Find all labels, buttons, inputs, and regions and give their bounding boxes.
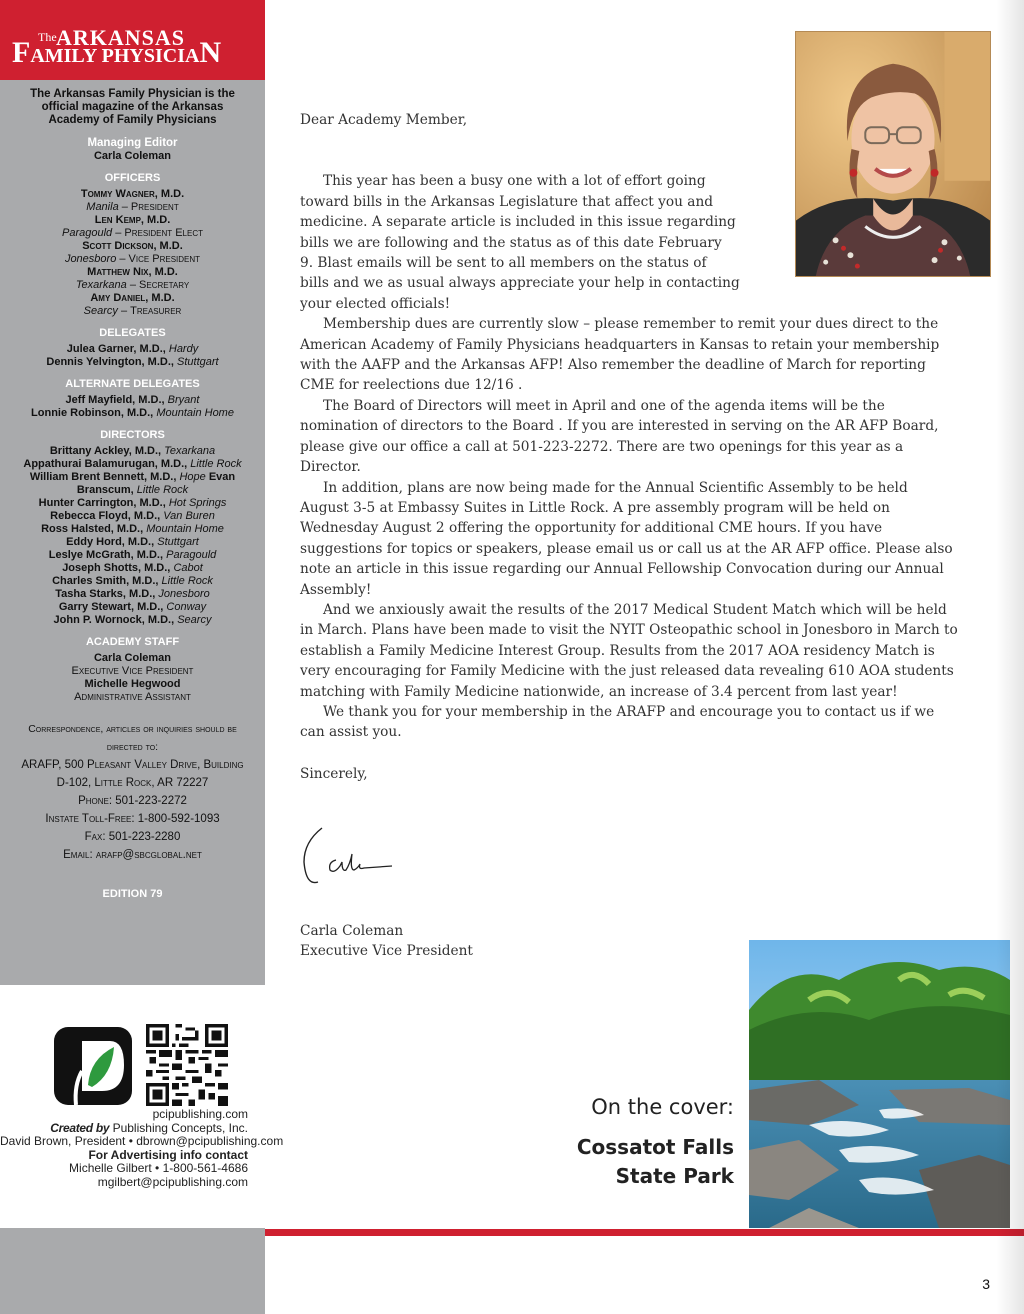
correspondence-line: Correspondence, articles or inquiries should be — [28, 723, 237, 735]
staff-heading: ACADEMY STAFF — [85, 636, 180, 648]
letter-line: 9. Blast emails will be sent to all members on the status of — [300, 255, 707, 272]
officer-name: Scott Dickson, M.D. — [82, 240, 183, 252]
letter-paragraph-intro — [300, 171, 760, 314]
director-line: Appathurai Balamurugan, M.D., Little Rock — [23, 458, 242, 470]
masthead-line1: ARKANSAS — [56, 25, 186, 50]
managing-editor-heading: Managing Editor — [87, 137, 178, 149]
director-line: Brittany Ackley, M.D., Texarkana — [49, 445, 216, 457]
officer-role-line: Jonesboro – Vice President — [64, 253, 201, 265]
alternates-heading: ALTERNATE DELEGATES — [65, 378, 200, 390]
pci-logo-icon — [52, 1025, 134, 1107]
staff-title: Executive Vice President — [71, 665, 194, 677]
signer-name: Carla Coleman — [300, 923, 404, 939]
director-line: John P. Wornock, M.D., Searcy — [53, 614, 212, 626]
publisher-website[interactable]: pcipublishing.com — [152, 1107, 248, 1121]
alternate-line: Jeff Mayfield, M.D., Bryant — [65, 394, 200, 406]
director-line: Joseph Shotts, M.D., Cabot — [62, 562, 203, 574]
signer-title: Executive Vice President — [300, 943, 473, 960]
officer-name: Matthew Nix, M.D. — [87, 266, 178, 278]
staff-name: Carla Coleman — [93, 652, 172, 664]
letter-line: medicine. A separate article is included in this issue regarding — [300, 214, 736, 231]
intro-line: Academy of Family Physicians — [48, 114, 217, 126]
letter-closing: Sincerely, — [300, 765, 368, 782]
directors-list — [0, 445, 265, 627]
address-line: D-102, Little Rock, AR 72227 — [56, 777, 209, 789]
director-line: Leslye McGrath, M.D., Paragould — [48, 549, 217, 561]
letter-body — [300, 110, 960, 784]
letter-paragraph: And we anxiously await the results of the 2017 Medical Student Match which will be held in March. Plans have been made to visit the NYIT Osteopathic school in Jonesboro in March to establish a Family Medicine Interest Group. Results from the 2017 AOA residency Match is very encouraging for Family Medicine with the just released data revealing 610 AOA students matching with Family Medicine nationwide, an increase of 3.4 percent from last year! — [300, 601, 958, 700]
letter-paragraph: In addition, plans are now being made for the Annual Scientific Assembly to be held August 3-5 at Embassy Suites in Little Rock. A pre assembly program will be held on Wednesday August 2 offering the opportunity for additional CME hours. If you have suggestions for topics or speakers, please email us or call us at the AR AFP office. Please also note an article in this issue regarding our Annual Fellowship Convocation during our Annual Assembly! — [300, 479, 953, 598]
staff-list — [0, 652, 265, 704]
letter-line: bills we are following and the status as of this date February — [300, 234, 722, 251]
sidebar-content — [0, 88, 265, 901]
publisher-contact: Michelle Gilbert • 1-800-561-4686 — [69, 1161, 248, 1176]
email-line[interactable]: Email: arafp@sbcglobal.net — [63, 849, 202, 861]
cover-title-line: Cossatot Falls — [576, 1135, 734, 1159]
letter-paragraph: Membership dues are currently slow – please remember to remit your dues direct to the American Academy of Family Physicians headquarters in Kansas to retain your membership with the AAFP and the Arkansas AFP! Also remember the deadline of March for reporting CME for reelections due 12/16 . — [300, 316, 940, 394]
masthead-the: The — [38, 30, 57, 44]
delegate-line: Dennis Yelvington, M.D., Stuttgart — [46, 356, 219, 368]
page-number: 3 — [982, 1276, 990, 1292]
letter-greeting: Dear Academy Member, — [300, 112, 468, 128]
director-line: Garry Stewart, M.D., Conway — [58, 601, 207, 613]
tollfree-line: Instate Toll-Free: 1-800-592-1093 — [45, 813, 220, 825]
alternates-list — [0, 394, 265, 420]
phone-line: Phone: 501-223-2272 — [78, 795, 187, 807]
letter-paragraph: The Board of Directors will meet in April and one of the agenda items will be the nomination of directors to the Board . If you are interested in serving on the AR AFP Board, please give our office a call at 501-223-2272. There are two openings for this year as a Director. — [300, 397, 939, 476]
cover-label: On the cover: — [591, 1095, 734, 1119]
staff-title: Administrative Assistant — [74, 691, 191, 703]
contact-block — [0, 720, 265, 864]
director-line: Charles Smith, M.D., Little Rock — [52, 575, 213, 587]
officer-role-line: Manila – President — [86, 201, 179, 213]
officer-name: Tommy Wagner, M.D. — [80, 188, 185, 200]
publisher-info — [0, 1107, 284, 1190]
letter-line: your elected officials! — [300, 295, 451, 312]
letter-line: This year has been a busy one with a lot of effort going — [323, 173, 706, 190]
intro-line: official magazine of the Arkansas — [41, 101, 224, 113]
officers-heading: OFFICERS — [104, 172, 161, 184]
directors-heading: DIRECTORS — [100, 429, 165, 441]
masthead-initial: F — [12, 36, 31, 69]
masthead-final: N — [199, 36, 222, 69]
qr-code-icon[interactable] — [146, 1024, 228, 1106]
footer-red-rule — [265, 1229, 1024, 1236]
alternate-line: Lonnie Robinson, M.D., Mountain Home — [31, 407, 234, 419]
publisher-contact-email[interactable]: mgilbert@pcipublishing.com — [97, 1174, 248, 1189]
director-line: Ross Halsted, M.D., Mountain Home — [41, 523, 224, 535]
publisher-created-by: Created by Publishing Concepts, Inc. — [50, 1120, 248, 1135]
director-line: Eddy Hord, M.D., Stuttgart — [66, 536, 199, 548]
officer-role-line: Searcy – Treasurer — [83, 305, 182, 317]
magazine-intro — [0, 88, 265, 127]
address-line: ARAFP, 500 Pleasant Valley Drive, Building — [21, 759, 244, 771]
delegate-line: Julea Garner, M.D., Hardy — [66, 343, 199, 355]
letter-paragraph: We thank you for your membership in the ARAFP and encourage you to contact us if we can assist you. — [300, 703, 935, 741]
director-line: Tasha Starks, M.D., Jonesboro — [55, 588, 210, 600]
fax-line: Fax: 501-223-2280 — [84, 831, 181, 843]
page-edge-shadow — [996, 0, 1024, 1314]
correspondence-line: directed to: — [106, 741, 159, 753]
officers-list — [0, 188, 265, 318]
director-line: William Brent Bennett, M.D., Hope Evan — [29, 471, 236, 483]
signature-block — [300, 921, 473, 962]
letter-line: toward bills in the Arkansas Legislature that affect you and — [300, 193, 714, 210]
staff-name: Michelle Hegwood — [84, 678, 181, 690]
cover-photo — [749, 940, 1010, 1228]
director-line: Hunter Carrington, M.D., Hot Springs — [38, 497, 227, 509]
director-line: Branscum, Little Rock — [76, 484, 189, 496]
delegates-heading: DELEGATES — [99, 327, 166, 339]
officer-name: Amy Daniel, M.D. — [90, 292, 175, 304]
masthead-line2-mid: AMILY PHYSICIA — [30, 45, 200, 67]
officer-role-line: Texarkana – Secretary — [75, 279, 190, 291]
managing-editor-name: Carla Coleman — [93, 150, 172, 162]
officer-name: Len Kemp, M.D. — [94, 214, 171, 226]
cover-title — [560, 1133, 734, 1191]
director-line: Rebecca Floyd, M.D., Van Buren — [50, 510, 215, 522]
sidebar-footer-panel — [0, 1228, 265, 1314]
officer-role-line: Paragould – President Elect — [61, 227, 204, 239]
cover-title-line: State Park — [615, 1164, 734, 1188]
edition-label: EDITION 79 — [102, 888, 163, 900]
masthead-logo — [0, 0, 265, 80]
publisher-advertising: For Advertising info contact — [88, 1147, 248, 1162]
letter-line: bills and we as usual always appreciate your help in contacting — [300, 275, 740, 292]
publisher-president: David Brown, President • dbrown@pcipublishing.com — [0, 1134, 284, 1149]
signature-image — [300, 822, 400, 888]
delegates-list — [0, 343, 265, 369]
intro-line: The Arkansas Family Physician is the — [30, 88, 235, 100]
